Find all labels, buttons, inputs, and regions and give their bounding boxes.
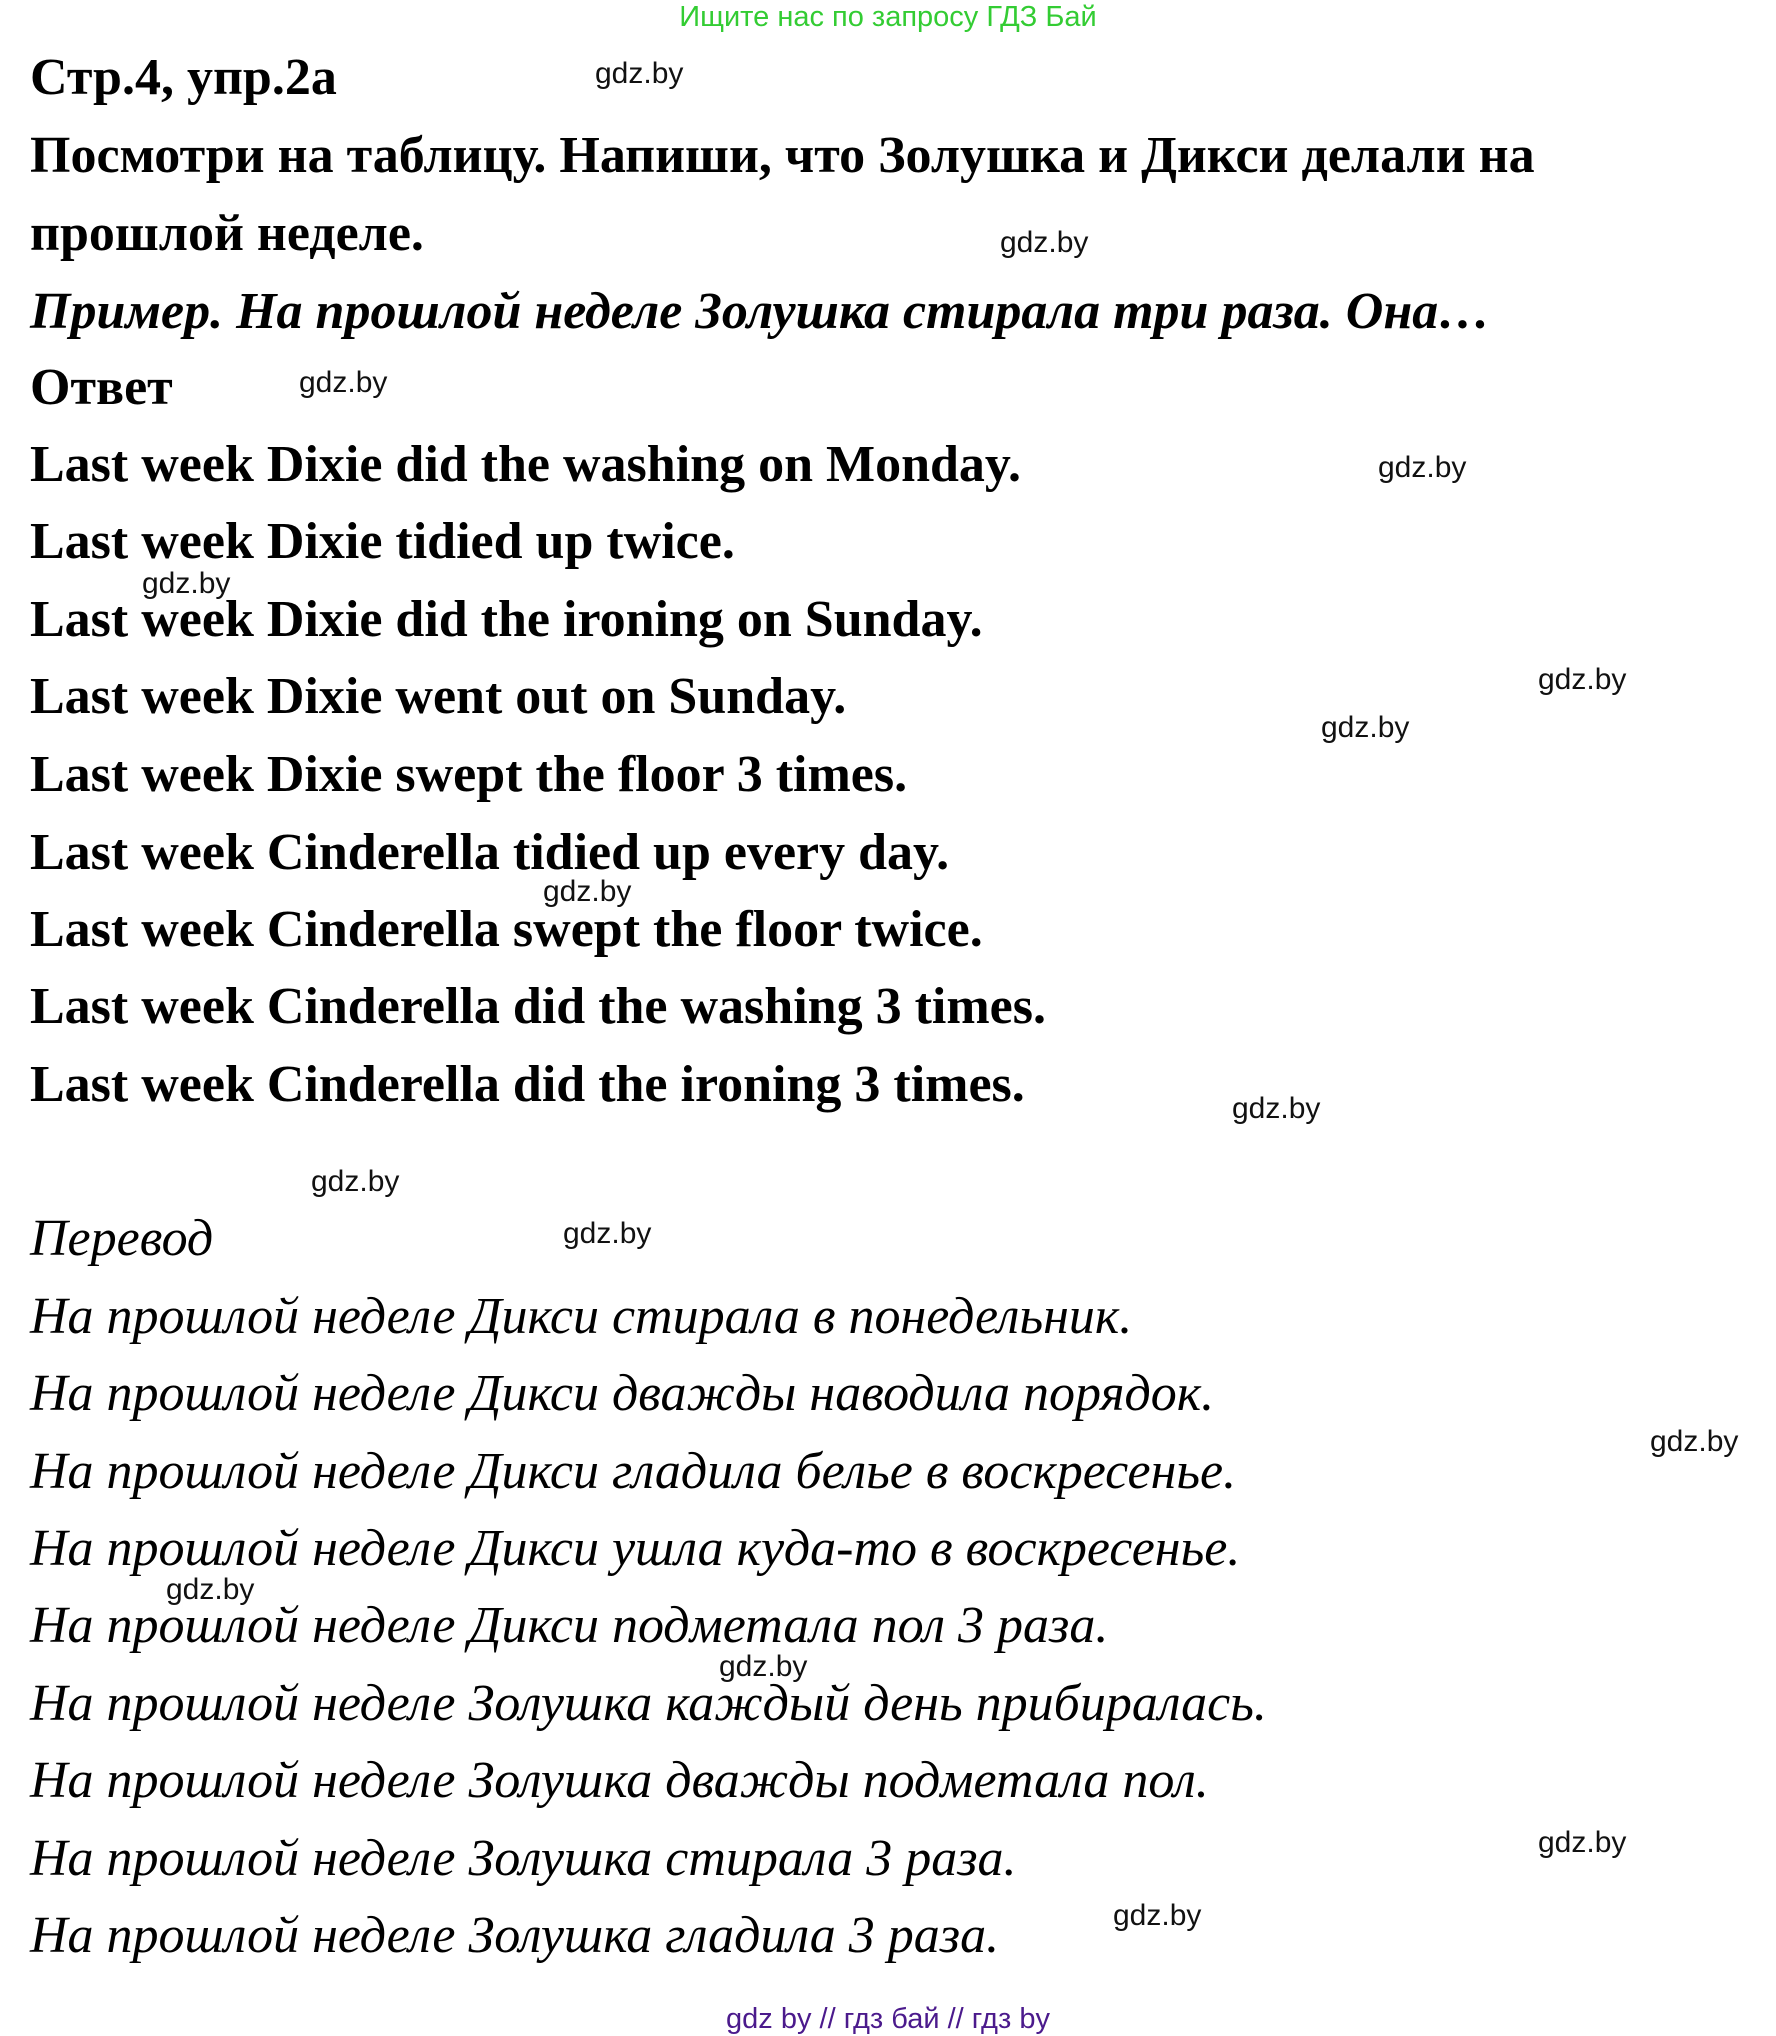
example-text: Пример. На прошлой неделе Золушка стирала три раза. Она… — [30, 283, 1491, 340]
task-line-2: прошлой неделе. — [30, 205, 424, 262]
watermark: gdz.by — [1538, 663, 1627, 696]
answer-label: Ответ — [30, 359, 173, 416]
watermark: gdz.by — [142, 567, 231, 600]
watermark: gdz.by — [311, 1165, 400, 1198]
watermark: gdz.by — [1650, 1425, 1739, 1458]
answer-line: Last week Cinderella did the ironing 3 times. — [30, 1056, 1025, 1113]
watermark: gdz.by — [1321, 711, 1410, 744]
answer-line: Last week Dixie went out on Sunday. — [30, 668, 847, 725]
answer-line: Last week Dixie did the ironing on Sunday. — [30, 591, 983, 648]
answer-line: Last week Cinderella swept the floor twice. — [30, 901, 983, 958]
translation-line: На прошлой неделе Дикси гладила белье в воскресенье. — [30, 1443, 1237, 1500]
translation-line: На прошлой неделе Дикси дважды наводила порядок. — [30, 1365, 1215, 1422]
watermark: gdz.by — [1378, 451, 1467, 484]
top-banner: Ищите нас по запросу ГДЗ Бай — [679, 1, 1097, 33]
watermark: gdz.by — [595, 57, 684, 90]
answer-line: Last week Dixie did the washing on Monday. — [30, 436, 1022, 493]
watermark: gdz.by — [543, 875, 632, 908]
translation-line: На прошлой неделе Золушка дважды подметала пол. — [30, 1752, 1209, 1809]
answer-line: Last week Cinderella did the washing 3 times. — [30, 978, 1046, 1035]
watermark: gdz.by — [719, 1650, 808, 1683]
translation-line: На прошлой неделе Золушка стирала 3 раза. — [30, 1830, 1017, 1887]
footer-links: gdz by // гдз бай // гдз by — [726, 2003, 1050, 2035]
translation-label: Перевод — [30, 1210, 214, 1267]
watermark: gdz.by — [166, 1573, 255, 1606]
watermark: gdz.by — [1113, 1899, 1202, 1932]
translation-line: На прошлой неделе Дикси ушла куда-то в воскресенье. — [30, 1520, 1241, 1577]
watermark: gdz.by — [299, 366, 388, 399]
answer-line: Last week Dixie swept the floor 3 times. — [30, 746, 908, 803]
exercise-title: Стр.4, упр.2а — [30, 49, 337, 106]
translation-line: На прошлой неделе Дикси стирала в понедельник. — [30, 1288, 1133, 1345]
answer-line: Last week Cinderella tidied up every day. — [30, 824, 950, 881]
translation-line: На прошлой неделе Дикси подметала пол 3 раза. — [30, 1597, 1109, 1654]
watermark: gdz.by — [1000, 226, 1089, 259]
translation-line: На прошлой неделе Золушка гладила 3 раза. — [30, 1907, 1000, 1964]
answer-line: Last week Dixie tidied up twice. — [30, 513, 735, 570]
translation-line: На прошлой неделе Золушка каждый день прибиралась. — [30, 1675, 1267, 1732]
watermark: gdz.by — [563, 1217, 652, 1250]
task-line-1: Посмотри на таблицу. Напиши, что Золушка и Дикси делали на — [30, 127, 1535, 184]
watermark: gdz.by — [1232, 1092, 1321, 1125]
watermark: gdz.by — [1538, 1826, 1627, 1859]
